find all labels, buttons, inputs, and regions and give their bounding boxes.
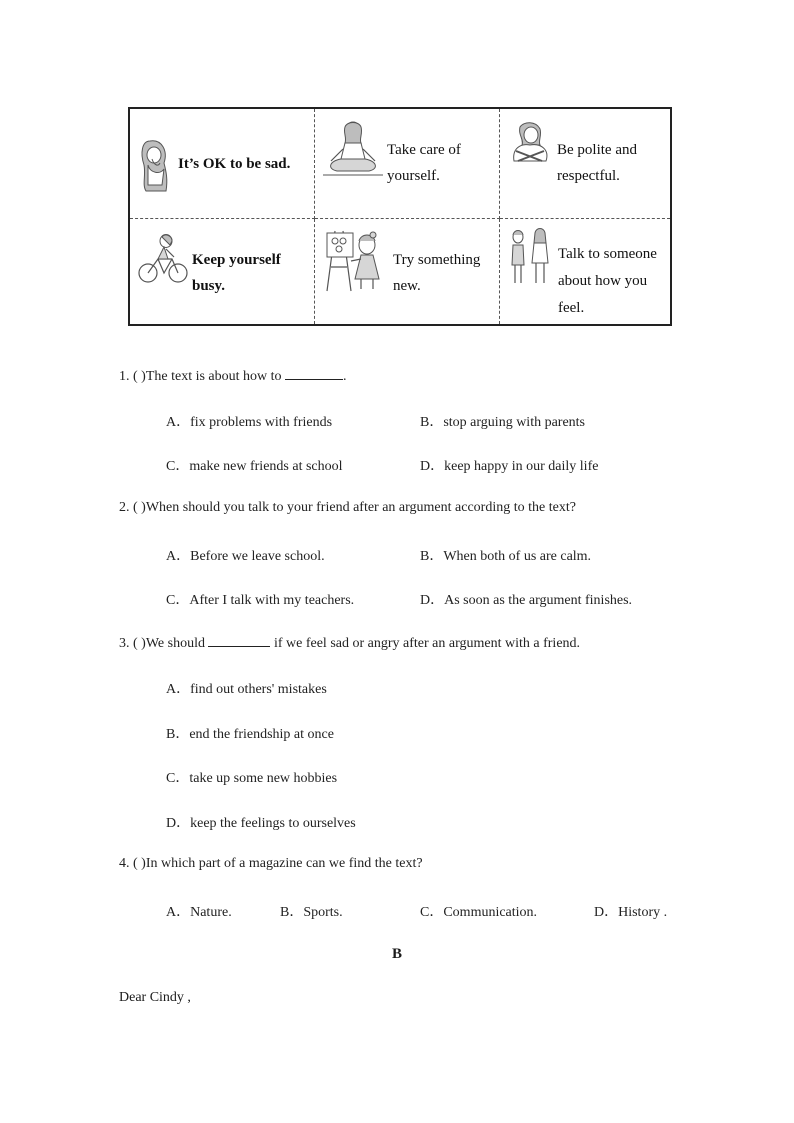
letter-greeting: Dear Cindy , — [119, 990, 191, 1005]
question-stem-end: if we feel sad or angry after an argument with a friend. — [270, 636, 581, 651]
question-2: 2. ( )When should you talk to your friend after an argument according to the text? — [119, 500, 576, 515]
option-c: C．make new friends at school — [166, 459, 343, 474]
question-1 — [119, 367, 347, 385]
tip-cell-polite — [500, 109, 670, 219]
tip-text: Keep yourself busy. — [192, 252, 281, 294]
painting-girl-icon — [321, 227, 385, 295]
hugging-self-icon — [506, 121, 554, 173]
tip-text: Be polite and respectful. — [557, 142, 637, 184]
option-a: A．Nature. — [166, 905, 232, 920]
option-a: A．Before we leave school. — [166, 549, 325, 564]
option-b: B．Sports. — [280, 905, 343, 920]
tip-cell-talk — [500, 219, 670, 324]
tip-cell-self-care — [315, 109, 500, 219]
tip-text: Take care of yourself. — [387, 142, 461, 184]
option-b: B．end the friendship at once — [166, 727, 334, 742]
option-d: D．History . — [594, 905, 668, 920]
tip-cell-sad — [130, 109, 315, 219]
tip-cell-busy — [130, 219, 315, 324]
tip-text: Try something new. — [393, 252, 481, 294]
answer-blank — [208, 634, 270, 647]
tip-cell-new — [315, 219, 500, 324]
answer-blank — [285, 367, 343, 380]
option-d: D．keep happy in our daily life — [420, 459, 599, 474]
two-girls-talking-icon — [506, 227, 554, 289]
tips-table — [128, 107, 672, 326]
cycling-girl-icon — [136, 233, 188, 285]
option-c: C．After I talk with my teachers. — [166, 593, 355, 608]
sad-girl-icon — [136, 135, 176, 195]
option-a: A．find out others' mistakes — [166, 682, 327, 697]
question-3 — [119, 634, 580, 652]
tip-text: Talk to someone about how you feel. — [558, 246, 657, 316]
option-b: B．stop arguing with parents — [420, 415, 586, 430]
section-heading: B — [391, 946, 402, 962]
option-d: D．As soon as the argument finishes. — [420, 593, 633, 608]
question-stem: 3. ( )We should — [119, 636, 209, 651]
option-c: C．take up some new hobbies — [166, 771, 338, 786]
option-b: B．When both of us are calm. — [420, 549, 592, 564]
option-a: A．fix problems with friends — [166, 415, 333, 430]
question-4: 4. ( )In which part of a magazine can we find the text? — [119, 856, 423, 871]
option-d: D．keep the feelings to ourselves — [166, 816, 356, 831]
tip-text: It’s OK to be sad. — [178, 156, 291, 172]
meditating-girl-icon — [321, 119, 385, 181]
question-stem: 1. ( )The text is about how to — [119, 369, 282, 384]
question-stem-end: . — [343, 369, 347, 384]
option-c: C．Communication. — [420, 905, 538, 920]
